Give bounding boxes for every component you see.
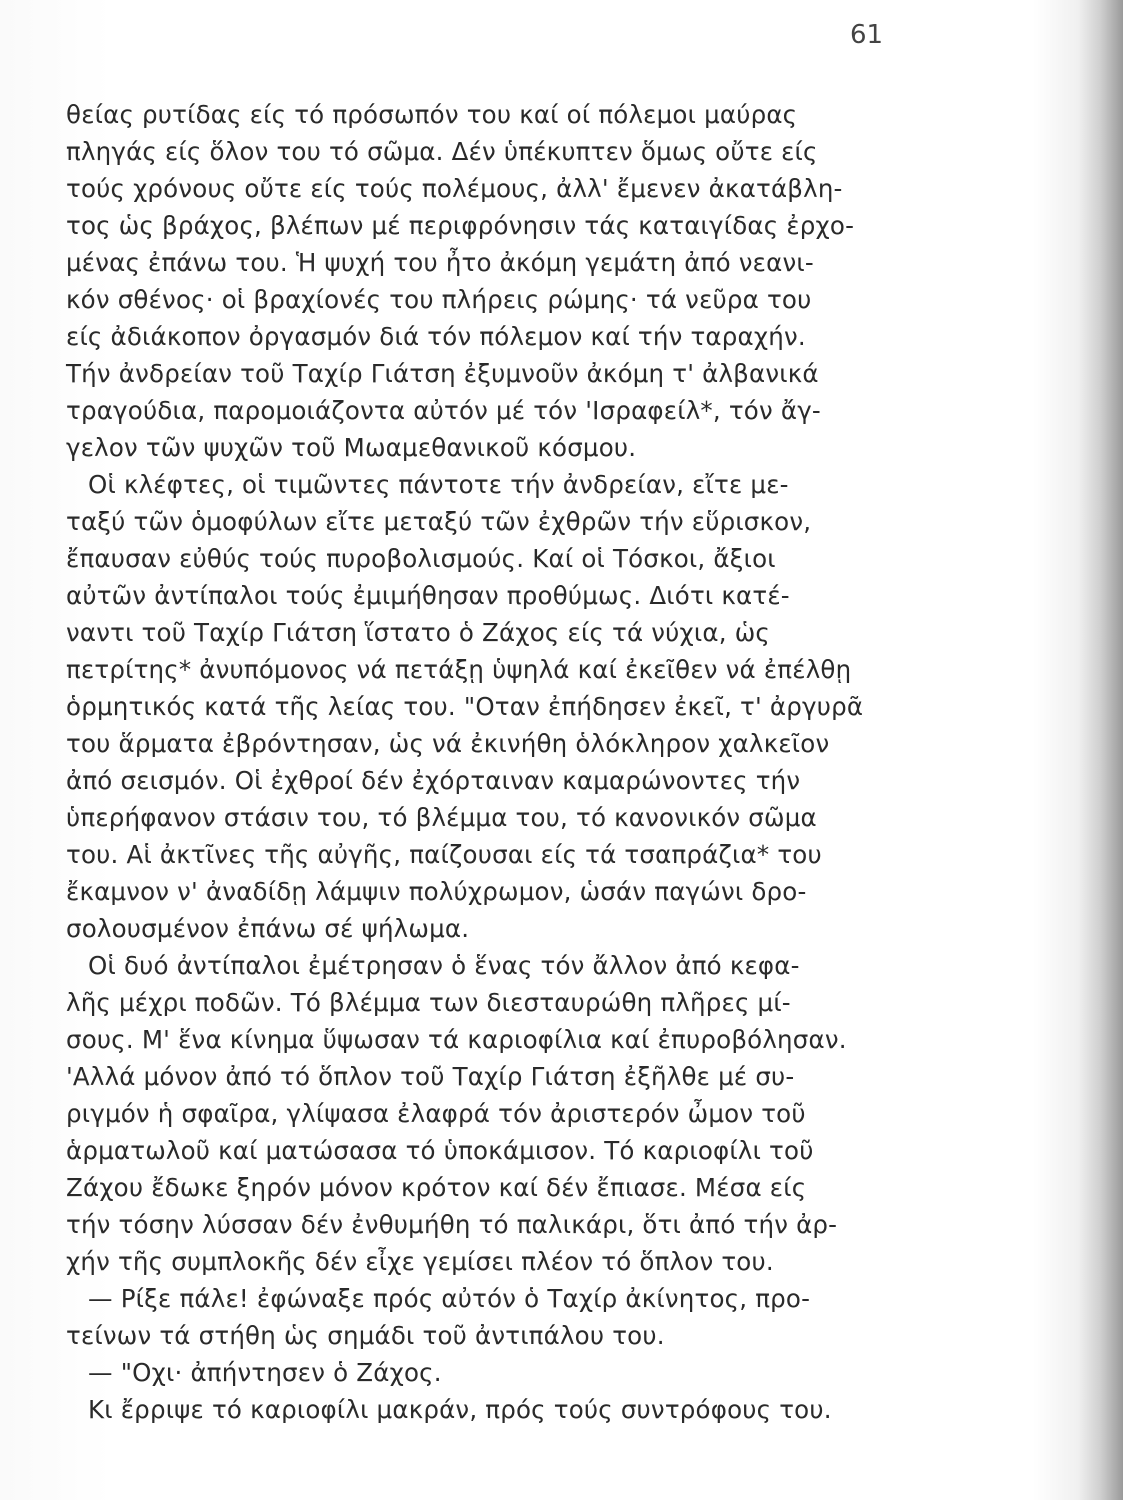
- text-line: κόν σθένος· οἱ βραχίονές του πλήρεις ρώμης· τά νεῦρα του: [66, 285, 812, 314]
- text-line: τείνων τά στήθη ὡς σημάδι τοῦ ἀντιπάλου του.: [66, 1321, 665, 1350]
- text-line: ταξύ τῶν ὁμοφύλων εἴτε μεταξύ τῶν ἐχθρῶν τήν εὕρισκον,: [66, 507, 812, 536]
- text-line: του ἅρματα ἐβρόντησαν, ὡς νά ἐκινήθη ὁλόκληρον χαλκεῖον: [66, 729, 830, 758]
- text-line: ἁρματωλοῦ καί ματώσασα τό ὑποκάμισον. Τό καριοφίλι τοῦ: [66, 1136, 814, 1165]
- text-line: Τήν ἀνδρείαν τοῦ Ταχίρ Γιάτση ἐξυμνοῦν ἀκόμη τ' ἀλβανικά: [66, 359, 819, 388]
- text-line: σολουσμένον ἐπάνω σέ ψήλωμα.: [66, 914, 470, 943]
- text-line: ναντι τοῦ Ταχίρ Γιάτση ἵστατο ὁ Ζάχος είς τά νύχια, ὡς: [66, 618, 771, 647]
- text-line: μένας ἐπάνω του. Ἡ ψυχή του ἦτο ἀκόμη γεμάτη ἀπό νεανι-: [66, 248, 814, 277]
- text-line: ἔκαμνον ν' ἀναδίδῃ λάμψιν πολύχρωμον, ὡσάν παγώνι δρο-: [66, 877, 807, 906]
- text-line: Οἱ κλέφτες, οἱ τιμῶντες πάντοτε τήν ἀνδρείαν, εἴτε με-: [88, 470, 789, 499]
- text-line: γελον τῶν ψυχῶν τοῦ Μωαμεθανικοῦ κόσμου.: [66, 433, 637, 462]
- text-line: τος ὡς βράχος, βλέπων μέ περιφρόνησιν τάς καταιγίδας ἐρχο-: [66, 211, 855, 240]
- text-line: πληγάς είς ὅλον του τό σῶμα. Δέν ὑπέκυπτεν ὅμως οὔτε είς: [66, 137, 818, 166]
- text-line: πετρίτης* ἀνυπόμονος νά πετάξῃ ὑψηλά καί ἐκεῖθεν νά ἐπέλθῃ: [66, 655, 852, 684]
- text-line: ὁρμητικός κατά τῆς λείας του. "Οταν ἐπήδησεν ἐκεῖ, τ' ἀργυρᾶ: [66, 692, 864, 721]
- text-line: 'Αλλά μόνον ἀπό τό ὅπλον τοῦ Ταχίρ Γιάτση ἐξῆλθε μέ συ-: [66, 1062, 795, 1091]
- text-line: Οἱ δυό ἀντίπαλοι ἐμέτρησαν ὁ ἕνας τόν ἄλλον ἀπό κεφα-: [88, 951, 800, 980]
- text-line: τήν τόσην λύσσαν δέν ἐνθυμήθη τό παλικάρι, ὅτι ἀπό τήν ἀρ-: [66, 1210, 838, 1239]
- text-line: ἔπαυσαν εὐθύς τούς πυροβολισμούς. Καί οἱ Τόσκοι, ἄξιοι: [66, 544, 776, 573]
- text-line: ὑπερήφανον στάσιν του, τό βλέμμα του, τό κανονικόν σῶμα: [66, 803, 817, 832]
- text-line: ριγμόν ἡ σφαῖρα, γλίψασα ἐλαφρά τόν ἀριστερόν ὦμον τοῦ: [66, 1099, 806, 1128]
- body-text: [66, 96, 936, 1428]
- text-line: τούς χρόνους οὔτε είς τούς πολέμους, ἀλλ' ἔμενεν ἀκατάβλη-: [66, 174, 843, 203]
- text-line: Ζάχου ἔδωκε ξηρόν μόνον κρότον καί δέν ἔπιασε. Μέσα είς: [66, 1173, 807, 1202]
- dialogue-line: — Ρίξε πάλε! ἐφώναξε πρός αὐτόν ὁ Ταχίρ ἀκίνητος, προ-: [88, 1284, 811, 1313]
- page-number: 61: [850, 20, 884, 50]
- text-line: του. Αἱ ἀκτῖνες τῆς αὐγῆς, παίζουσαι είς τά τσαπράζια* του: [66, 840, 822, 869]
- text-line: ἀπό σεισμόν. Οἱ ἐχθροί δέν ἐχόρταιναν καμαρώνοντες τήν: [66, 766, 801, 795]
- text-line: θείας ρυτίδας είς τό πρόσωπόν του καί οί πόλεμοι μαύρας: [66, 100, 798, 129]
- text-line: τραγούδια, παρομοιάζοντα αὐτόν μέ τόν 'Ισραφείλ*, τόν ἄγ-: [66, 396, 821, 425]
- text-line: χήν τῆς συμπλοκῆς δέν εἶχε γεμίσει πλέον τό ὅπλον του.: [66, 1247, 774, 1276]
- text-line: αὐτῶν ἀντίπαλοι τούς ἐμιμήθησαν προθύμως. Διότι κατέ-: [66, 581, 790, 610]
- text-line: σους. Μ' ἕνα κίνημα ὕψωσαν τά καριοφίλια καί ἐπυροβόλησαν.: [66, 1025, 847, 1054]
- text-line: Κι ἔρριψε τό καριοφίλι μακράν, πρός τούς συντρόφους του.: [88, 1395, 832, 1424]
- text-line: είς ἀδιάκοπον ὀργασμόν διά τόν πόλεμον καί τήν ταραχήν.: [66, 322, 806, 351]
- text-line: λῆς μέχρι ποδῶν. Τό βλέμμα των διεσταυρώθη πλῆρες μί-: [66, 988, 791, 1017]
- dialogue-line: — "Οχι· ἀπήντησεν ὁ Ζάχος.: [88, 1358, 442, 1387]
